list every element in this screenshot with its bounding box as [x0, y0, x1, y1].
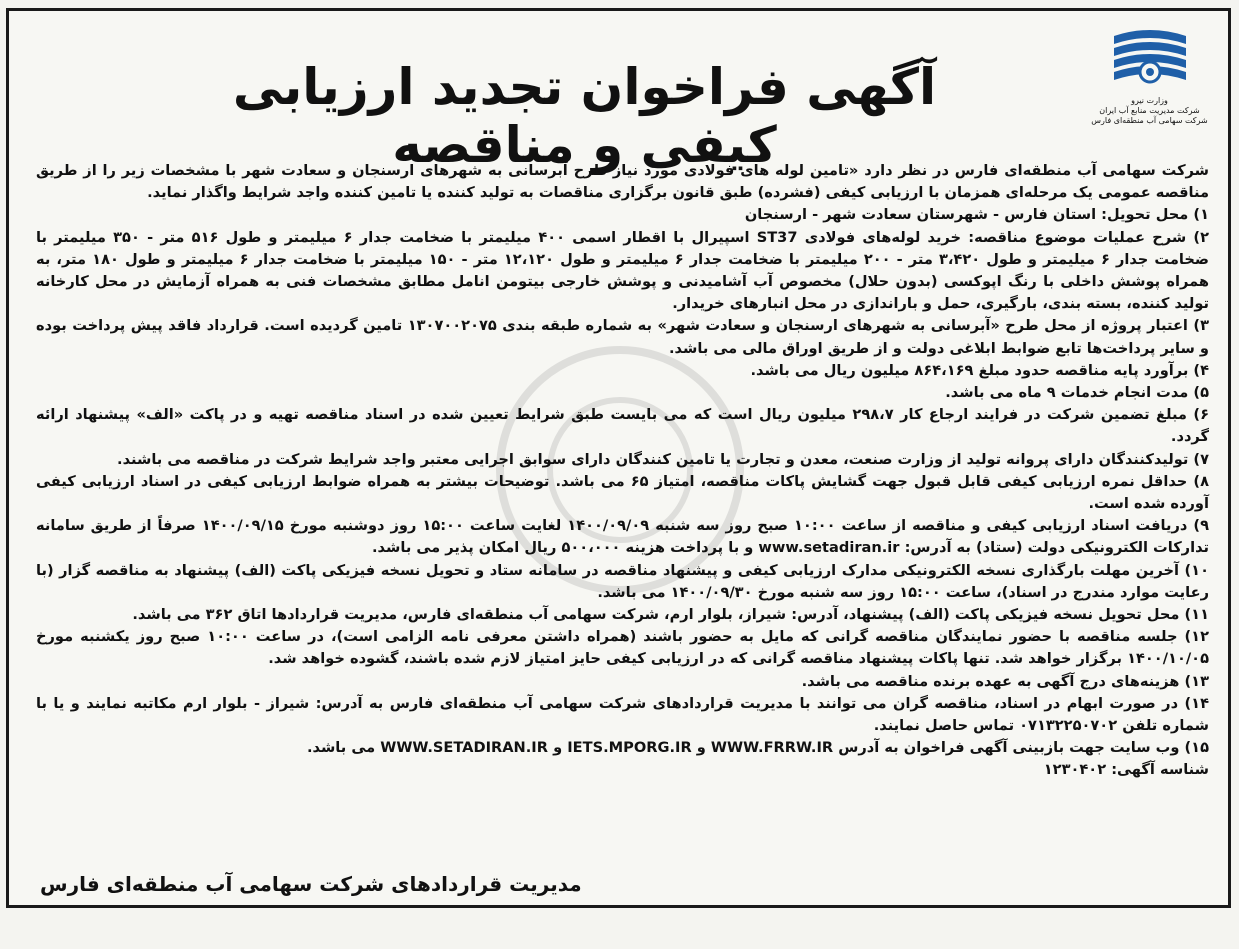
logo-line: شرکت مدیریت منابع آب ایران — [1099, 106, 1200, 115]
notice-item: ۱۴) در صورت ابهام در اسناد، مناقصه گران می توانند با مدیریت قراردادهای شرکت سهامی آب منطقه‌ای فارس به آدرس: شیراز - بلوار ارم مکاتبه نمایند و یا با شماره تلفن ۰۷۱۳۲۲۵۰۷۰۲ تماس حاصل نمایند. — [36, 694, 1209, 735]
logo-line: وزارت نیرو — [1131, 96, 1168, 105]
notice-item: ۱۱) محل تحویل نسخه فیزیکی پاکت (الف) پیشنهاد، آدرس: شیراز، بلوار ارم، شرکت سهامی آب منطقه‌ای فارس، مدیریت قراردادها اتاق ۳۶۲ می باشد. — [132, 606, 1209, 624]
notice-item: ۱) محل تحویل: استان فارس - شهرستان سعادت شهر - ارسنجان — [744, 206, 1209, 224]
notice-body — [36, 160, 1209, 782]
notice-item: ۱۵) وب سایت جهت بازبینی آگهی فراخوان به آدرس WWW.FRRW.IR و IETS.MPORG.IR و WWW.SETADIRAN.IR می باشد. — [306, 739, 1209, 757]
notice-item: ۸) حداقل نمره ارزیابی کیفی قابل قبول جهت گشایش پاکات مناقصه، امتیاز ۶۵ می باشد. توضیحات بیشتر به همراه ضوابط ارزیابی کیفی در اسناد ارزیابی کیفی آورده شده است. — [36, 472, 1209, 513]
notice-item: ۶) مبلغ تضمین شرکت در فرایند ارجاع کار ۲۹۸،۷ میلیون ریال است که می بایست طبق شرایط تعیین شده در اسناد مناقصه تهیه و در پاکت «الف» پیشنهاد ارائه گردد. — [36, 406, 1210, 446]
notice-item: ۹) دریافت اسناد ارزیابی کیفی و مناقصه از ساعت ۱۰:۰۰ صبح روز سه شنبه ۱۴۰۰/۰۹/۰۹ لغایت ساعت ۱۵:۰۰ روز دوشنبه مورخ ۱۴۰۰/۰۹/۱۵ صرفاً از طریق سامانه تدارکات الکترونیکی دولت (ستاد) به آدرس: www.setadiran.ir و با پرداخت هزینه ۵۰۰،۰۰۰ ریال امکان پذیر می باشد. — [36, 517, 1209, 557]
intro-paragraph: شرکت سهامی آب منطقه‌ای فارس در نظر دارد «تامین لوله های فولادی مورد نیاز طرح آبرسانی به شهرهای ارسنجان و سعادت شهر با مشخصات زیر را از طریق مناقصه عمومی یک مرحله‌ای همزمان با ارزیابی کیفی (فشرده) طبق قانون برگزاری مناقصات به تولید کننده یا تامین کننده واجد شرایط واگذار نماید. — [36, 162, 1209, 202]
notice-title: آگهی فراخوان تجدید ارزیابی کیفی و مناقصه — [232, 58, 937, 174]
notice-item: ۷) تولیدکنندگان دارای پروانه تولید از وزارت صنعت، معدن و تجارت یا تامین کنندگان دارای سوابق اجرایی معتبر واجد شرایط شرکت در مناقصه می باشند. — [117, 450, 1209, 468]
notice-item: ۵) مدت انجام خدمات ۹ ماه می باشد. — [945, 384, 1209, 402]
notice-item: ۳) اعتبار پروژه از محل طرح «آبرسانی به شهرهای ارسنجان و سعادت شهر» به شماره طبقه بندی ۱۳۰۷۰۰۲۰۷۵ تامین گردیده است. قرارداد فاقد پیش پرداخت بوده و سایر پرداخت‌ها تابع ضوابط ابلاغی دولت و از طریق اوراق مالی می باشد. — [36, 317, 1209, 357]
logo-line: شرکت سهامی آب منطقه‌ای فارس — [1091, 116, 1208, 125]
signature: مدیریت قراردادهای شرکت سهامی آب منطقه‌ای فارس — [40, 872, 582, 896]
notice-item: ۲) شرح عملیات موضوع مناقصه: خرید لوله‌های فولادی ST37 اسپیرال با اقطار اسمی ۴۰۰ میلیمتر با ضخامت جدار ۶ میلیمتر و طول ۵۱۶ متر - ۳۵۰ میلیمتر با ضخامت جدار ۶ میلیمتر و طول ۳،۴۲۰ متر - ۲۰۰ میلیمتر با ضخامت جدار ۶ میلیمتر و طول ۱۲،۱۲۰ متر - ۱۵۰ میلیمتر با ضخامت جدار ۶ میلیمتر و طول ۱۸۰ متر، به همراه پوشش داخلی با رنگ اپوکسی (بدون حلال) مخصوص آب آشامیدنی و پوشش خارجی بیتومن انامل مطابق مشخصات فنی به همراه آزمایش در محل کارخانه تولید کننده، بسته بندی، بارگیری، حمل و باراندازی در محل انبارهای خریدار. — [36, 228, 1209, 313]
ad-id: شناسه آگهی: ۱۲۳۰۴۰۲ — [1043, 761, 1209, 779]
organization-logo — [1082, 28, 1217, 143]
notice-item: ۱۰) آخرین مهلت بارگذاری نسخه الکترونیکی مدارک ارزیابی کیفی و پیشنهاد مناقصه در سامانه ستاد و تحویل نسخه فیزیکی پاکت (الف) پیشنهاد به مناقصه گزار (با رعایت موارد مندرج در اسناد)، ساعت ۱۵:۰۰ روز سه شنبه مورخ ۱۴۰۰/۰۹/۳۰ می باشد. — [36, 561, 1209, 601]
notice-item: ۱۲) جلسه مناقصه با حضور نمایندگان مناقصه گرانی که مایل به حضور باشند (همراه داشتن معرفی نامه الزامی است)، در ساعت ۱۰:۰۰ صبح روز یکشنبه مورخ ۱۴۰۰/۱۰/۰۵ برگزار خواهد شد. تنها پاکات پیشنهاد مناقصه گرانی که در ارزیابی کیفی حایز امتیاز لازم شده باشند، گشوده خواهد شد. — [36, 628, 1209, 668]
notice-item: ۴) برآورد پایه مناقصه حدود مبلغ ۸۶۴،۱۶۹ میلیون ریال می باشد. — [750, 361, 1209, 379]
notice-item: ۱۳) هزینه‌های درج آگهی به عهده برنده مناقصه می باشد. — [801, 672, 1209, 690]
water-drop-icon — [1110, 28, 1190, 94]
